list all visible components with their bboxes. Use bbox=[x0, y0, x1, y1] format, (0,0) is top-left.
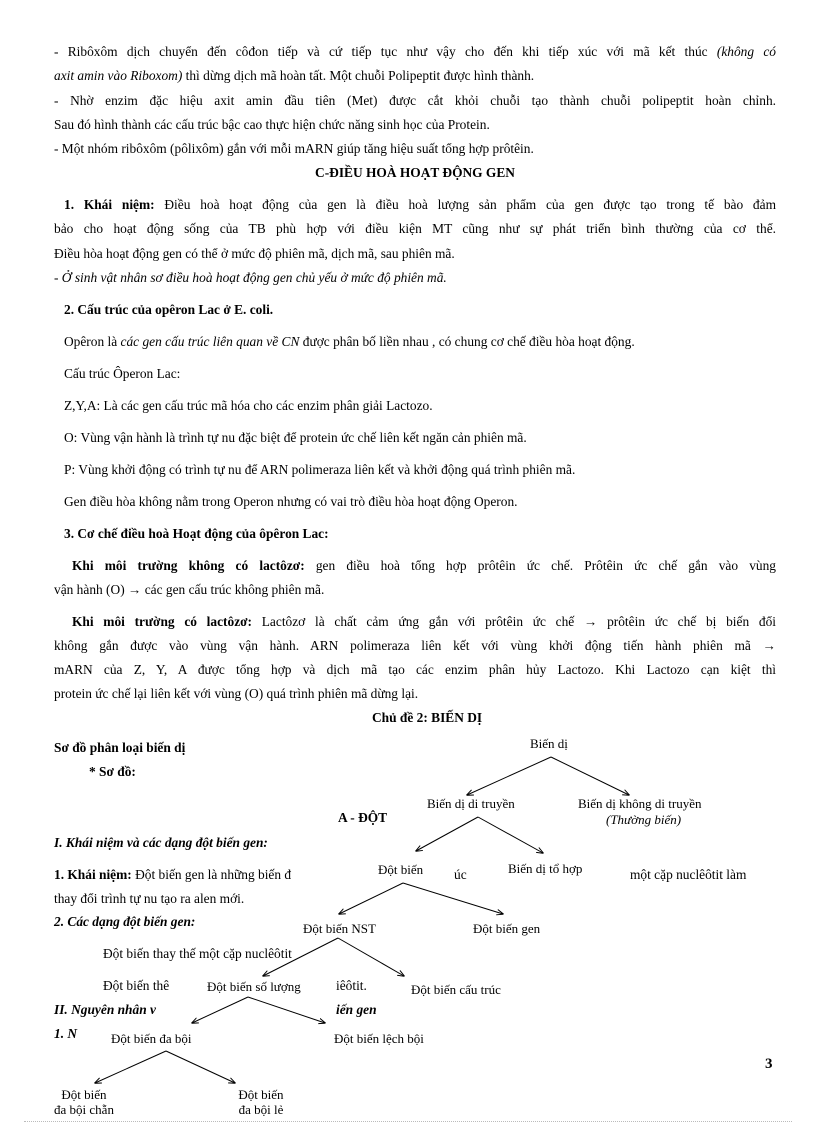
text-line: axit amin vào Riboxom) thì dừng dịch mã hoàn tất. Một chuỗi Polipeptit được hình thành. bbox=[54, 68, 535, 83]
tree-arrow bbox=[478, 817, 543, 853]
text-line: Đột biến thê bbox=[103, 978, 170, 993]
tree-arrow bbox=[95, 1051, 166, 1083]
tree-node-nonhereditary: Biến dị không di truyền bbox=[578, 796, 702, 811]
topic-title: Chủ đề 2: BIẾN DỊ bbox=[372, 710, 483, 725]
text-line: 1. Khái niệm: Điều hoà hoạt động của gen là điều hoà lượng sản phẩm của gen được tạo trong tế bào đảm bbox=[64, 197, 776, 212]
text-fragment: iến gen bbox=[336, 1002, 377, 1017]
tree-node-odd-polyploid: Đột biến đa bội lẻ bbox=[226, 1087, 296, 1117]
subsection-title: 3. Cơ chế điều hoà Hoạt động của ôpêron Lac: bbox=[64, 526, 329, 541]
tree-node-structure: Đột biến cấu trúc bbox=[411, 982, 501, 997]
tree-node-root: Biến dị bbox=[530, 736, 568, 751]
scheme-sub: * Sơ đồ: bbox=[89, 764, 136, 779]
tree-node-even-polyploid: Đột biến đa bội chẵn bbox=[46, 1087, 122, 1117]
tree-node-chromosome: Đột biến NST bbox=[303, 921, 376, 936]
text-line: P: Vùng khởi động có trình tự nu để ARN polimeraza liên kết và khởi động quá trình phiên mã. bbox=[64, 462, 576, 477]
text-line: protein ức chế lại liên kết với vùng (O) quá trình phiên mã dừng lại. bbox=[54, 686, 419, 701]
tree-arrow bbox=[416, 817, 478, 851]
scheme-label: Sơ đồ phân loại biến dị bbox=[54, 740, 186, 755]
text-line: Cấu trúc Ôperon Lac: bbox=[64, 366, 181, 381]
tree-node-number: Đột biến số lượng bbox=[207, 979, 301, 994]
tree-arrow bbox=[192, 997, 248, 1023]
text-line: vận hành (O) → các gen cấu trúc không phiên mã. bbox=[54, 582, 325, 597]
text-line: Khi môi trường có lactôzơ: Lactôzơ là chất cảm ứng gắn với prôtêin ức chế → prôtêin ức chế bị biến đổi bbox=[72, 614, 777, 629]
text-line: không gắn được vào vùng vận hành. ARN polimeraza liên kết với vùng khởi động tiến hành phiên mã → bbox=[54, 638, 776, 653]
section-heading: 2. Các dạng đột biến gen: bbox=[54, 914, 196, 929]
text-line: - Một nhóm ribôxôm (pôlixôm) gắn với mỗi mARN giúp tăng hiệu suất tổng hợp prôtêin. bbox=[54, 141, 534, 156]
text-line: Đột biến thay thế một cặp nuclêôtit bbox=[103, 946, 292, 961]
tree-node-polyploid: Đột biến đa bội bbox=[111, 1031, 192, 1046]
text-line: mARN của Z, Y, A được tổng hợp và dịch mã tạo các enzim phân hủy Lactozo. Khi Lactozo cạn kiệt thì bbox=[54, 662, 776, 677]
section-title: A - ĐỘT bbox=[338, 810, 388, 825]
tree-arrow bbox=[339, 883, 403, 914]
text-line: Gen điều hòa không nằm trong Operon nhưng có vai trò điều hòa hoạt động Operon. bbox=[64, 494, 518, 509]
text-line: Z,Y,A: Là các gen cấu trúc mã hóa cho các enzim phân giải Lactozo. bbox=[64, 398, 433, 413]
text-line: Sau đó hình thành các cấu trúc bậc cao thực hiện chức năng sinh học của Protein. bbox=[54, 117, 490, 132]
text-line: bảo cho hoạt động sống của TB phù hợp với điều kiện MT cũng như sự phát triển bình thường của cơ thể. bbox=[54, 221, 776, 236]
section-title: C-ĐIỀU HOÀ HOẠT ĐỘNG GEN bbox=[315, 165, 515, 180]
tree-node-recombination: Biến dị tổ hợp bbox=[508, 861, 583, 876]
tree-arrow bbox=[467, 757, 551, 795]
tree-arrow bbox=[551, 757, 629, 795]
tree-arrow bbox=[248, 997, 325, 1023]
text-line: 1. Khái niệm: Đột biến gen là những biến đ bbox=[54, 867, 292, 882]
text-fragment: úc bbox=[454, 867, 467, 882]
tree-node-gene: Đột biến gen bbox=[473, 921, 541, 936]
page-number: 3 bbox=[765, 1056, 773, 1072]
tree-node-mutation: Đột biến bbox=[378, 862, 424, 877]
section-heading: II. Nguyên nhân v bbox=[54, 1002, 156, 1017]
text-line: - Ribôxôm dịch chuyển đến côđon tiếp và cứ tiếp tục như vậy cho đến khi tiếp xúc với mã kết thúc (không có bbox=[54, 44, 776, 59]
text-line: - Nhờ enzim đặc hiệu axit amin đầu tiên (Met) được cắt khỏi chuỗi tạo thành chuỗi polipeptit hoàn chỉnh. bbox=[54, 93, 776, 108]
tree-arrow bbox=[166, 1051, 235, 1083]
text-line: Điều hòa hoạt động gen có thể ở mức độ phiên mã, dịch mã, sau phiên mã. bbox=[54, 246, 455, 261]
text-line: - Ở sinh vật nhân sơ điều hoà hoạt động gen chủ yếu ở mức độ phiên mã. bbox=[54, 270, 447, 285]
tree-arrow bbox=[403, 883, 503, 914]
tree-node-nonhereditary-sub: (Thường biến) bbox=[606, 812, 682, 827]
text-line: O: Vùng vận hành là trình tự nu đặc biệt để protein ức chế liên kết ngăn cản phiên mã. bbox=[64, 430, 527, 445]
text-line: Khi môi trường không có lactôzơ: gen điều hoà tổng hợp prôtêin ức chế. Prôtêin ức chế gắn vào vùng bbox=[72, 558, 776, 573]
section-heading: 1. N bbox=[54, 1026, 78, 1041]
text-fragment: iêôtit. bbox=[336, 978, 367, 993]
section-heading: I. Khái niệm và các dạng đột biến gen: bbox=[54, 835, 268, 850]
bottom-rule bbox=[24, 1121, 792, 1122]
text-line: Opêron là các gen cấu trúc liên quan về CN được phân bố liền nhau , có chung cơ chế điều hòa hoạt động. bbox=[64, 334, 635, 349]
subsection-title: 2. Cấu trúc của opêron Lac ở E. coli. bbox=[64, 302, 274, 317]
tree-node-hereditary: Biến dị di truyền bbox=[427, 796, 515, 811]
tree-node-aneuploid: Đột biến lệch bội bbox=[334, 1031, 424, 1046]
text-line: thay đổi trình tự nu tạo ra alen mới. bbox=[54, 891, 245, 906]
tree-arrow bbox=[338, 938, 404, 976]
text-line: một cặp nuclêôtit làm bbox=[630, 867, 747, 882]
